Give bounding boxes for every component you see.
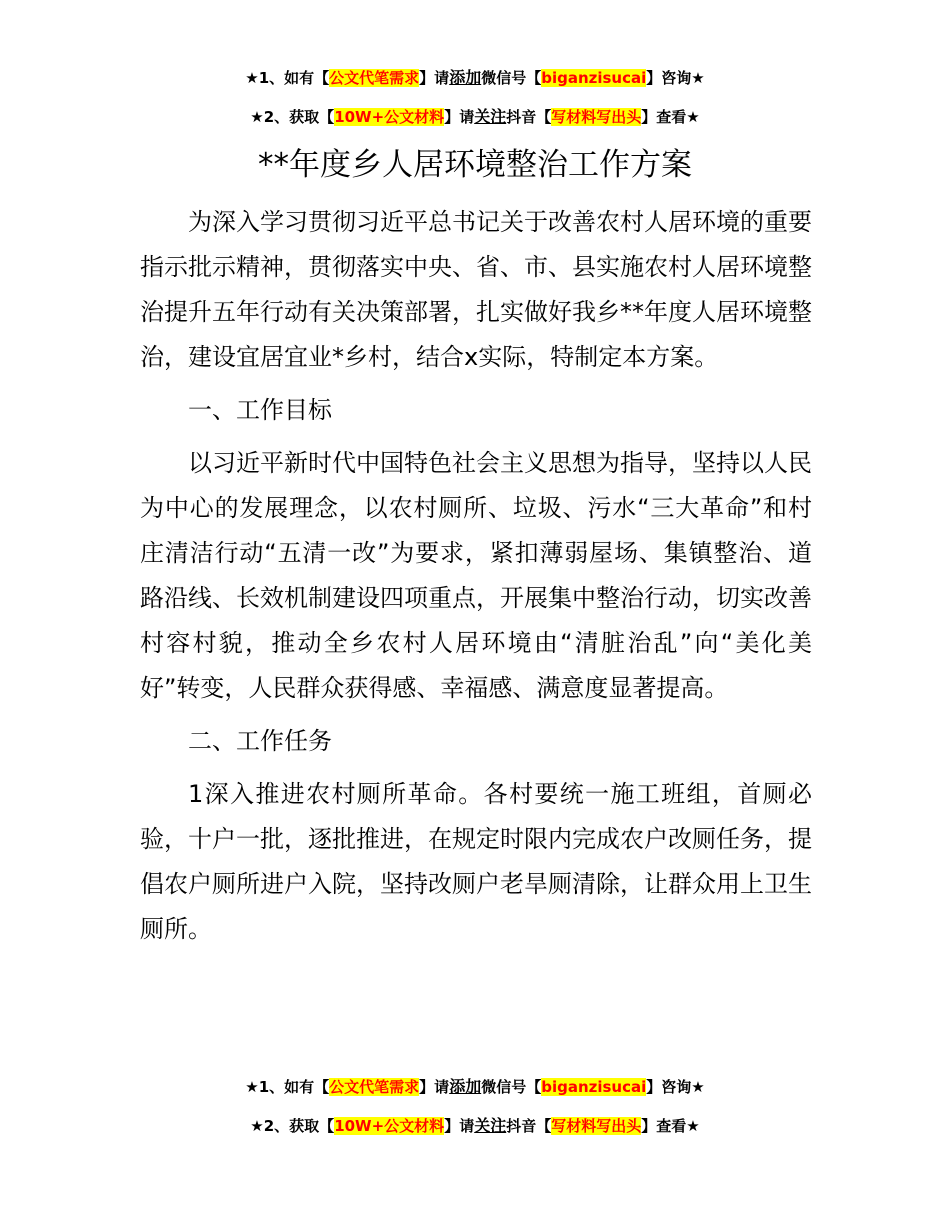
promo-text: 微信号【 <box>481 1078 542 1096</box>
promo-text: 】请 <box>419 1078 450 1096</box>
promo-highlight: 10W+公文材料 <box>334 108 445 126</box>
promo-text: 】咨询★ <box>646 69 705 87</box>
promo-highlight: 写材料写出头 <box>551 1117 642 1135</box>
promo-highlight: biganzisucai <box>541 69 647 87</box>
promo-text: 】请 <box>444 108 475 126</box>
promo-text: 抖音【 <box>506 108 552 126</box>
promo-text: 】咨询★ <box>646 1078 705 1096</box>
promo-underlined: 添加 <box>449 68 482 87</box>
promo-underlined: 添加 <box>449 1077 482 1096</box>
promo-underlined: 关注 <box>474 1116 507 1135</box>
promo-text: 】查看★ <box>641 1117 700 1135</box>
section-heading-tasks: 二、工作任务 <box>188 727 332 755</box>
goals-paragraph: 以习近平新时代中国特色社会主义思想为指导，坚持以人民为中心的发展理念，以农村厕所、垃圾、污水“三大革命”和村庄清洁行动“五清一改”为要求，紧扣薄弱屋场、集镇整治、道路沿线、长效机制建设四项重点，开展集中整治行动，切实改善村容村貌，推动全乡农村人居环境由“清脏治乱”向“美化美好”转变，人民群众获得感、幸福感、满意度显著提高。 <box>140 449 812 702</box>
document-title: **年度乡人居环境整治工作方案 <box>258 147 692 183</box>
promo-highlight: 10W+公文材料 <box>334 1117 445 1135</box>
promo-highlight: 公文代笔需求 <box>329 1078 420 1096</box>
task-item-1: 1深入推进农村厕所革命。各村要统一施工班组，首厕必验，十户一批，逐批推进，在规定时限内完成农户改厕任务，提倡农户厕所进户入院，坚持改厕户老旱厕清除，让群众用上卫生厕所。 <box>140 780 812 943</box>
promo-underlined: 关注 <box>474 107 507 126</box>
promo-text: ★2、获取【 <box>250 1117 335 1135</box>
promo-text: 抖音【 <box>506 1117 552 1135</box>
promo-text: ★2、获取【 <box>250 108 335 126</box>
document-body <box>140 200 812 952</box>
promo-text: 】请 <box>444 1117 475 1135</box>
promo-text: 】请 <box>419 69 450 87</box>
section-heading-goals: 一、工作目标 <box>188 396 332 424</box>
promo-line-2-bottom <box>0 1116 950 1136</box>
intro-paragraph: 为深入学习贯彻习近平总书记关于改善农村人居环境的重要指示批示精神，贯彻落实中央、省、市、县实施农村人居环境整治提升五年行动有关决策部署，扎实做好我乡**年度人居环境整治，建设宜居宜业*乡村，结合x实际，特制定本方案。 <box>140 208 812 371</box>
promo-highlight: biganzisucai <box>541 1078 647 1096</box>
promo-line-1-top <box>0 68 950 88</box>
promo-line-1-bottom <box>0 1077 950 1097</box>
promo-highlight: 写材料写出头 <box>551 108 642 126</box>
promo-line-2-top <box>0 107 950 127</box>
promo-text: 】查看★ <box>641 108 700 126</box>
promo-text: ★1、如有【 <box>245 69 330 87</box>
promo-highlight: 公文代笔需求 <box>329 69 420 87</box>
promo-text: ★1、如有【 <box>245 1078 330 1096</box>
promo-text: 微信号【 <box>481 69 542 87</box>
